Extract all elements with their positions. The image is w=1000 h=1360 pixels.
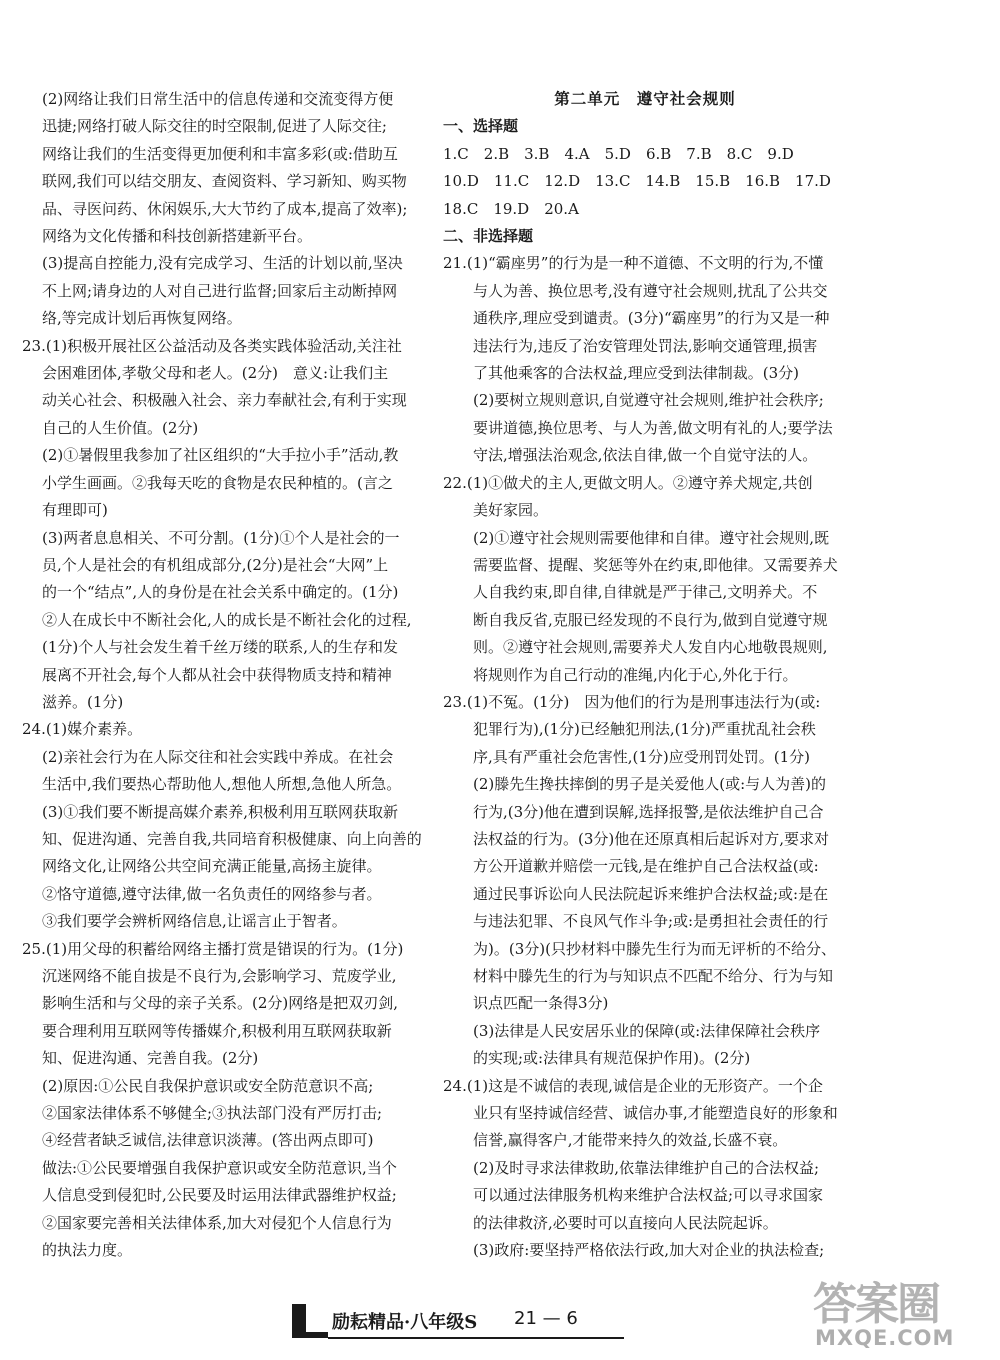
answer-line: ③我们要学会辨析网络信息,让谣言止于智者。 (42, 912, 347, 931)
answer-line: (2)①遵守社会规则需要他律和自律。遵守社会规则,既 (473, 528, 830, 547)
answer-line: 违法行为,违反了治安管理处罚法,影响交通管理,损害 (473, 336, 818, 355)
answer-line: 法权益的行为。(3分)他在还原真相后起诉对方,要求对 (473, 829, 830, 848)
answer-line: 与人为善、换位思考,没有遵守社会规则,扰乱了公共交 (473, 281, 828, 300)
answer-line: 则。②遵守社会规则,需要养犬人发自内心地敬畏规则, (473, 638, 828, 657)
watermark-logo: 答案圈 (813, 1279, 939, 1330)
answer-line: 25.(1)用父母的积蓄给网络主播打赏是错误的行为。(1分) (22, 939, 404, 958)
answer-line: (2)滕先生搀扶摔倒的男子是关爱他人(或:与人为善)的 (473, 775, 827, 794)
answer-line: 业只有坚持诚信经营、诚信办事,才能塑造良好的形象和 (473, 1104, 838, 1123)
answer-line: 通秩序,理应受到谴责。(3分)“霸座男”的行为又是一种 (473, 309, 830, 328)
answer-line: 的执法力度。 (42, 1241, 133, 1260)
answer-line: 方公开道歉并赔偿一元钱,是在维护自己合法权益(或: (473, 857, 819, 876)
answer-line: 行为,(3分)他在遭到误解,选择报警,是依法维护自己合 (473, 802, 824, 821)
answer-line: 需要监督、提醒、奖惩等外在约束,即他律。又需要养犬 (473, 555, 838, 574)
answer-line: 网络让我们的生活变得更加便利和丰富多彩(或:借助互 (42, 144, 398, 163)
answer-line: 24.(1)这是不诚信的表现,诚信是企业的无形资产。一个企 (443, 1076, 823, 1095)
right-column (443, 86, 847, 1264)
answer-line: 的实现;或:法律具有规范保护作用)。(2分) (473, 1049, 751, 1068)
answer-line: 美好家园。 (473, 501, 549, 520)
answer-line: ④经营者缺乏诚信,法律意识淡薄。(答出两点即可) (42, 1131, 374, 1150)
answer-line: 21.(1)“霸座男”的行为是一种不道德、不文明的行为,不懂 (443, 254, 824, 273)
answer-line: (3)①我们要不断提高媒介素养,积极利用互联网获取新 (42, 802, 399, 821)
answer-line: 可以通过法律服务机构来维护合法权益;可以寻求国家 (473, 1186, 824, 1205)
answer-line: 通过民事诉讼向人民法院起诉来维护合法权益;或:是在 (473, 884, 829, 903)
answer-line: ②人在成长中不断社会化,人的成长是不断社会化的过程, (42, 610, 412, 629)
watermark (805, 1268, 985, 1352)
answer-line: 会困难团体,孝敬父母和老人。(2分) 意义:让我们主 (42, 364, 389, 383)
footer-rule (328, 1337, 624, 1339)
nonchoice-answers (443, 250, 847, 1264)
answer-line: 人自我约束,即自律,自律就是严于律己,文明养犬。不 (473, 583, 818, 602)
answer-line: 人信息受到侵犯时,公民要及时运用法律武器维护权益; (42, 1186, 397, 1205)
answer-line: 了其他乘客的合法权益,理应受到法律制裁。(3分) (473, 364, 800, 383)
answer-line: 联网,我们可以结交朋友、查阅资料、学习新知、购买物 (42, 172, 407, 191)
answer-line: 动关心社会、积极融入社会、亲力奉献社会,有利于实现 (42, 391, 407, 410)
answer-line: (2)及时寻求法律救助,依靠法律维护自己的合法权益; (473, 1158, 820, 1177)
answer-line: 的法律救济,必要时可以直接向人民法院起诉。 (473, 1213, 778, 1232)
answer-line: 22.(1)①做犬的主人,更做文明人。②遵守养犬规定,共创 (443, 473, 813, 492)
footer-brand: 励耘精品·八年级S (332, 1312, 478, 1333)
answer-line: ②恪守道德,遵守法律,做一名负责任的网络参与者。 (42, 884, 382, 903)
answer-line: (2)亲社会行为在人际交往和社会实践中养成。在社会 (42, 747, 394, 766)
answer-line: 守法,增强法治观念,依法自律,做一个自觉守法的人。 (473, 446, 818, 465)
answer-line: 网络为文化传播和科技创新搭建新平台。 (42, 227, 313, 246)
left-column (22, 86, 434, 1264)
footer-page-number: 21 — 6 (514, 1308, 578, 1329)
section-title-nonchoice: 二、非选择题 (443, 227, 534, 246)
answer-line: 信誉,赢得客户,才能带来持久的效益,长盛不衰。 (473, 1131, 788, 1150)
answer-line: 自己的人生价值。(2分) (42, 418, 199, 437)
answer-line: 小学生画画。②我每天吃的食物是农民种植的。(言之 (42, 473, 393, 492)
answer-line: 为)。(3分)(只抄材料中滕先生行为而无评析的不给分、 (473, 939, 836, 958)
answer-line: 犯罪行为),(1分)已经触犯刑法,(1分)严重扰乱社会秩 (473, 720, 816, 739)
watermark-url: MXQE.COM (815, 1326, 955, 1350)
choice-answer-row: 10.D 11.C 12.D 13.C 14.B 15.B 16.B 17.D (443, 172, 831, 191)
answer-line: ②国家要完善相关法律体系,加大对侵犯个人信息行为 (42, 1213, 392, 1232)
answer-line: 24.(1)媒介素养。 (22, 720, 143, 739)
answer-line: (2)网络让我们日常生活中的信息传递和交流变得方便 (42, 90, 394, 108)
answer-line: ②国家法律体系不够健全;③执法部门没有严厉打击; (42, 1104, 383, 1123)
answer-line: 断自我反省,克服已经发现的不良行为,做到自觉遵守规 (473, 610, 828, 629)
choice-answers (443, 141, 847, 223)
unit-title: 第二单元 遵守社会规则 (554, 90, 736, 108)
answer-line: 网络文化,让网络公共空间充满正能量,高扬主旋律。 (42, 857, 382, 876)
choice-answer-row: 1.C 2.B 3.B 4.A 5.D 6.B 7.B 8.C 9.D (443, 144, 794, 163)
answer-line: 23.(1)不冤。(1分) 因为他们的行为是刑事违法行为(或: (443, 692, 821, 711)
choice-answer-row: 18.C 19.D 20.A (443, 199, 579, 218)
answer-line: 品、寻医问药、休闲娱乐,大大节约了成本,提高了效率); (42, 199, 408, 218)
footer-bracket-icon (292, 1304, 306, 1338)
answer-line: (3)法律是人民安居乐业的保障(或:法律保障社会秩序 (473, 1021, 821, 1040)
answer-line: 滋养。(1分) (42, 692, 124, 711)
page-footer (292, 1304, 624, 1340)
answer-line: 影响生活和与父母的亲子关系。(2分)网络是把双刃剑, (42, 994, 399, 1013)
answer-line: 络,等完成计划后再恢复网络。 (42, 309, 242, 328)
answer-line: 要合理利用互联网等传播媒介,积极利用互联网获取新 (42, 1021, 392, 1040)
section-title-choice: 一、选择题 (443, 117, 519, 136)
answer-line: 要讲道德,换位思考、与人为善,做文明有礼的人;要学法 (473, 418, 833, 437)
answer-line: (3)两者息息相关、不可分割。(1分)①个人是社会的一 (42, 528, 400, 547)
answer-line: 将规则作为自己行动的准绳,内化于心,外化于行。 (473, 665, 798, 684)
answer-line: (2)要树立规则意识,自觉遵守社会规则,维护社会秩序; (473, 391, 824, 410)
answer-line: (2)原因:①公民自我保护意识或安全防范意识不高; (42, 1076, 374, 1095)
answer-line: 材料中滕先生的行为与知识点不匹配不给分、行为与知 (473, 967, 834, 985)
answer-line: (3)提高自控能力,没有完成学习、生活的计划以前,坚决 (42, 254, 403, 273)
answer-line: (2)①暑假里我参加了社区组织的“大手拉小手”活动,教 (42, 446, 399, 465)
answer-line: 序,具有严重社会危害性,(1分)应受刑罚处罚。(1分) (473, 747, 811, 766)
answer-line: 不上网;请身边的人对自己进行监督;回家后主动断掉网 (42, 281, 398, 300)
answer-line: 员,个人是社会的有机组成部分,(2分)是社会“大网”上 (42, 555, 389, 574)
answer-line: (3)政府:要坚持严格依法行政,加大对企业的执法检查; (473, 1241, 825, 1260)
answer-line: 与违法犯罪、不良风气作斗争;或:是勇担社会责任的行 (473, 912, 829, 931)
answer-line: 沉迷网络不能自拔是不良行为,会影响学习、荒废学业, (42, 967, 397, 985)
answer-line: 知、促进沟通、完善自我。(2分) (42, 1049, 259, 1068)
answer-line: 知、促进沟通、完善自我,共同培育积极健康、向上向善的 (42, 829, 422, 848)
answer-line: 的一个“结点”,人的身份是在社会关系中确定的。(1分) (42, 583, 399, 602)
answer-line: 做法:①公民要增强自我保护意识或安全防范意识,当个 (42, 1158, 397, 1177)
answer-line: 生活中,我们要热心帮助他人,想他人所想,急他人所急。 (42, 775, 402, 794)
answer-line: 识点匹配一条得3分) (473, 994, 609, 1013)
answer-line: 有理即可) (42, 501, 108, 520)
answer-line: 迅捷;网络打破人际交往的时空限制,促进了人际交往; (42, 117, 387, 136)
answer-line: 23.(1)积极开展社区公益活动及各类实践体验活动,关注社 (22, 336, 402, 355)
answer-line: 展离不开社会,每个人都从社会中获得物质支持和精神 (42, 665, 392, 684)
answer-line: (1分)个人与社会发生着千丝万缕的联系,人的生存和发 (42, 638, 399, 657)
